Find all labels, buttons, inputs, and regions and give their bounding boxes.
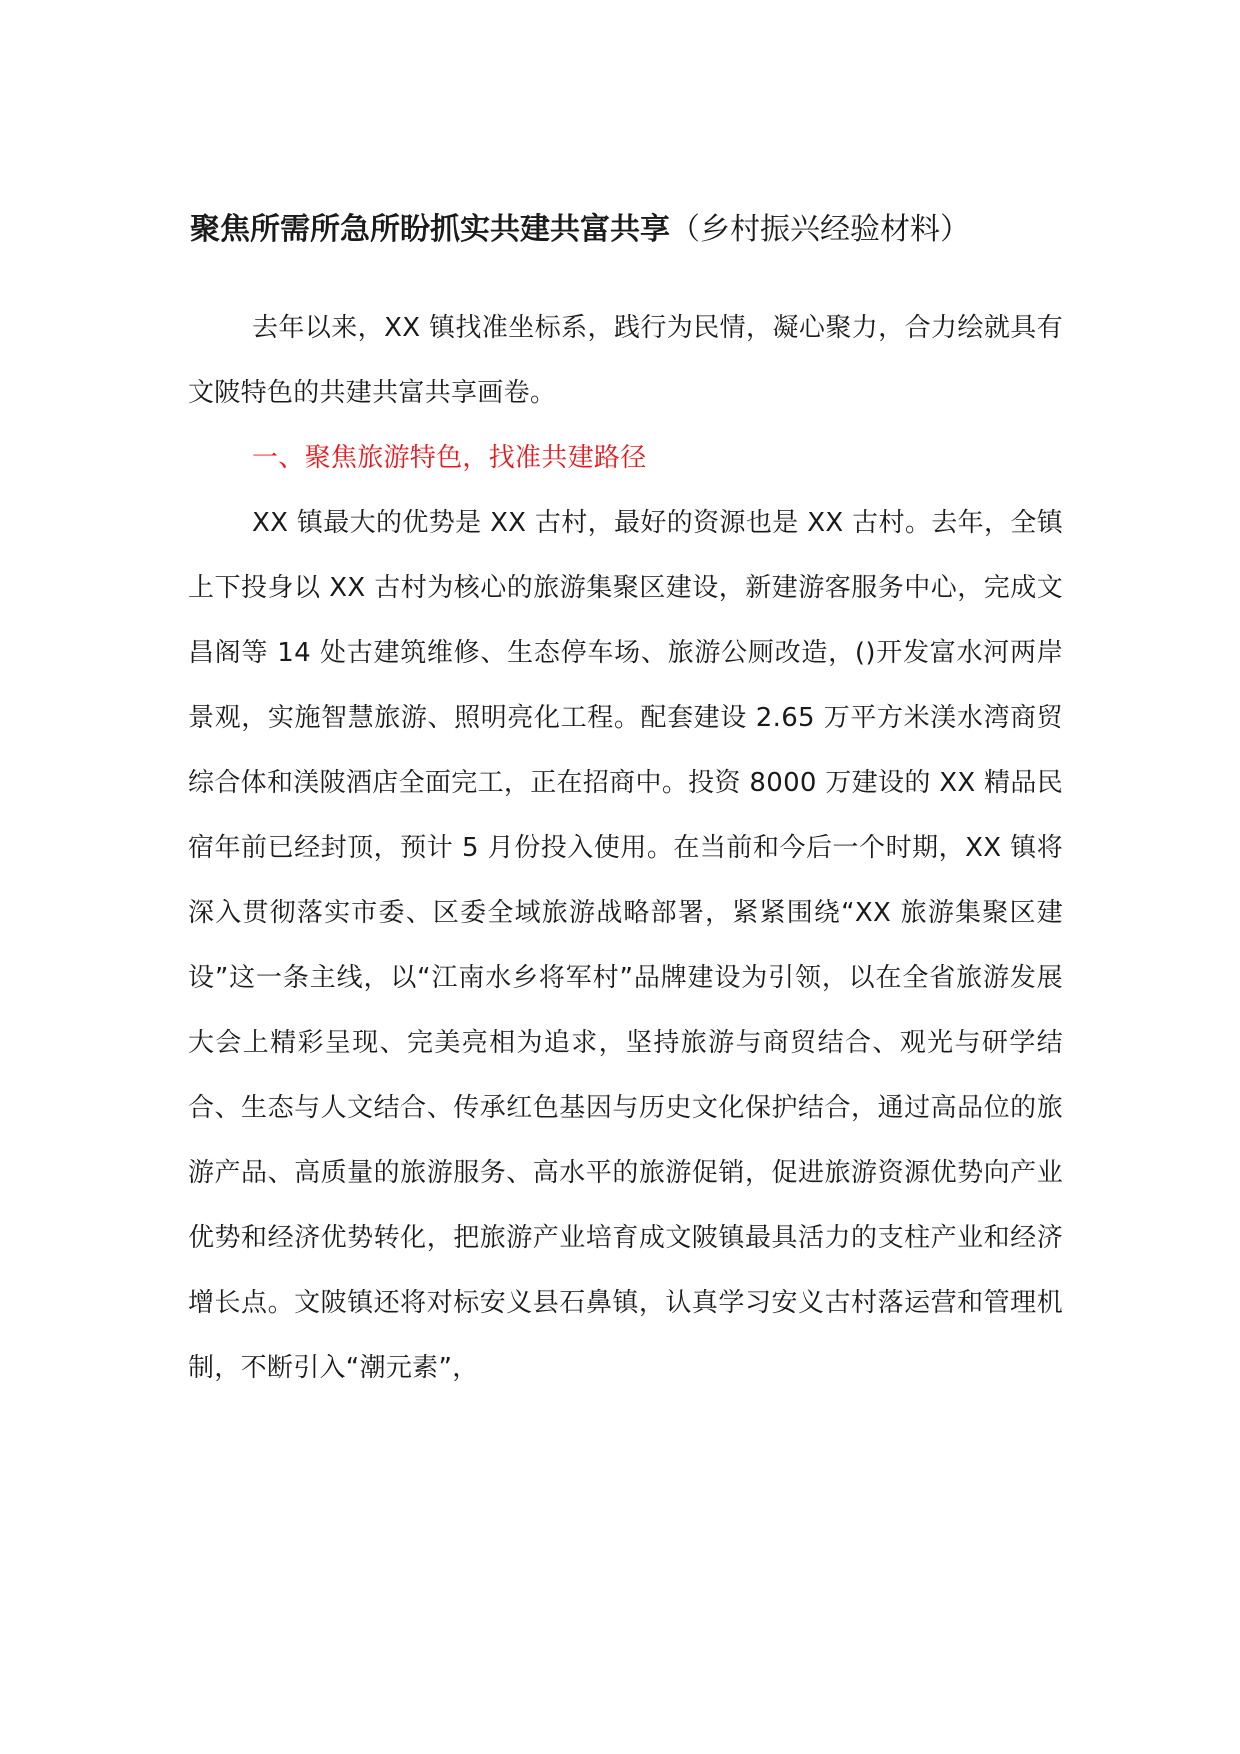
title-main: 聚焦所需所急所盼抓实共建共富共享 <box>190 212 670 247</box>
document-body <box>188 296 1063 1401</box>
title-subtitle: （乡村振兴经验材料） <box>670 212 970 247</box>
document-title <box>190 204 1090 256</box>
section-heading: 一、聚焦旅游特色，找准共建路径 <box>252 443 647 473</box>
intro-paragraph: 去年以来，XX 镇找准坐标系，践行为民情，凝心聚力，合力绘就具有文陂特色的共建共富共享画卷。 <box>188 313 1063 408</box>
section-paragraph: XX 镇最大的优势是 XX 古村，最好的资源也是 XX 古村。去年，全镇上下投身以 XX 古村为核心的旅游集聚区建设，新建游客服务中心，完成文昌阁等 14 处古建筑维修、生态停车场、旅游公厕改造，()开发富水河两岸景观，实施智慧旅游、照明亮化工程。配套建设 2.65 万平方米渼水湾商贸综合体和渼陂酒店全面完工，正在招商中。投资 8000 万建设的 XX 精品民宿年前已经封顶，预计 5 月份投入使用。在当前和今后一个时期，XX 镇将深入贯彻落实市委、区委全域旅游战略部署，紧紧围绕“XX 旅游集聚区建设”这一条主线，以“江南水乡将军村”品牌建设为引领，以在全省旅游发展大会上精彩呈现、完美亮相为追求，坚持旅游与商贸结合、观光与研学结合、生态与人文结合、传承红色基因与历史文化保护结合，通过高品位的旅游产品、高质量的旅游服务、高水平的旅游促销，促进旅游资源优势向产业优势和经济优势转化，把旅游产业培育成文陂镇最具活力的支柱产业和经济增长点。文陂镇还将对标安义县石鼻镇，认真学习安义古村落运营和管理机制，不断引入“潮元素”， <box>188 508 1063 1383</box>
